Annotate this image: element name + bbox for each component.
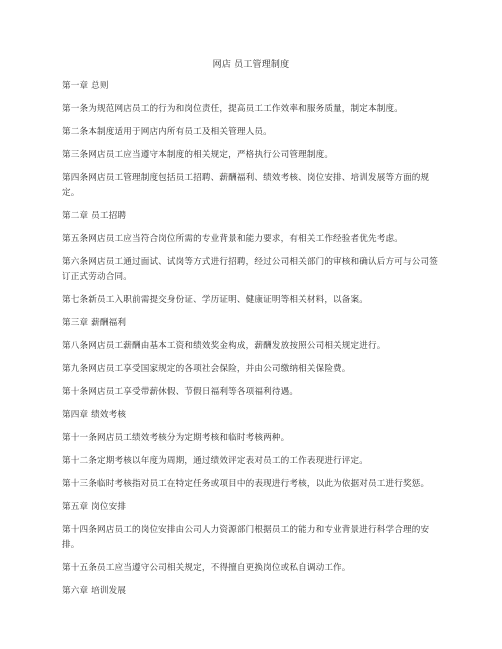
- article-paragraph: 第十三条临时考核指对员工在特定任务或项目中的表现进行考核，以此为依据对员工进行奖惩。: [62, 479, 430, 489]
- article-paragraph: 第十一条网店员工绩效考核分为定期考核和临时考核两种。: [62, 433, 290, 443]
- article-paragraph: 第二条本制度适用于网店内所有员工及相关管理人员。: [62, 127, 272, 137]
- article-paragraph: 第四条网店员工管理制度包括员工招聘、薪酬福利、绩效考核、岗位安排、培训发展等方面的规定。: [62, 173, 430, 198]
- article-paragraph: 第三条网店员工应当遵守本制度的相关规定，严格执行公司管理制度。: [62, 150, 334, 160]
- chapter-heading: 第三章 薪酬福利: [62, 318, 127, 328]
- document-title: 网店 员工管理制度: [212, 60, 290, 70]
- chapter-heading: 第五章 岗位安排: [62, 502, 127, 512]
- article-paragraph: 第十条网店员工享受带薪休假、节假日福利等各项福利待遇。: [62, 387, 299, 397]
- chapter-heading: 第二章 员工招聘: [62, 211, 127, 221]
- article-paragraph: 第十五条员工应当遵守公司相关规定，不得擅自更换岗位或私自调动工作。: [62, 563, 351, 573]
- article-paragraph: 第六条网店员工通过面试、试岗等方式进行招聘，经过公司相关部门的审核和确认后方可与公司签订正式劳动合同。: [62, 257, 438, 282]
- article-paragraph: 第十四条网店员工的岗位安排由公司人力资源部门根据员工的能力和专业背景进行科学合理的安排。: [62, 525, 430, 550]
- document-body: [62, 79, 444, 607]
- article-paragraph: 第十二条定期考核以年度为周期，通过绩效评定表对员工的工作表现进行评定。: [62, 456, 369, 466]
- article-paragraph: 第一条为规范网店员工的行为和岗位责任，提高员工工作效率和服务质量，制定本制度。: [62, 104, 404, 114]
- chapter-heading: 第四章 绩效考核: [62, 410, 127, 420]
- chapter-heading: 第六章 培训发展: [62, 586, 127, 596]
- article-paragraph: 第八条网店员工薪酬由基本工资和绩效奖金构成，薪酬发放按照公司相关规定进行。: [62, 341, 386, 351]
- article-paragraph: 第五条网店员工应当符合岗位所需的专业背景和能力要求，有相关工作经验者优先考虑。: [62, 234, 404, 244]
- article-paragraph: 第七条新员工入职前需提交身份证、学历证明、健康证明等相关材料，以备案。: [62, 295, 369, 305]
- chapter-heading: 第一章 总则: [62, 81, 109, 91]
- article-paragraph: 第九条网店员工享受国家规定的各项社会保险，并由公司缴纳相关保险费。: [62, 364, 351, 374]
